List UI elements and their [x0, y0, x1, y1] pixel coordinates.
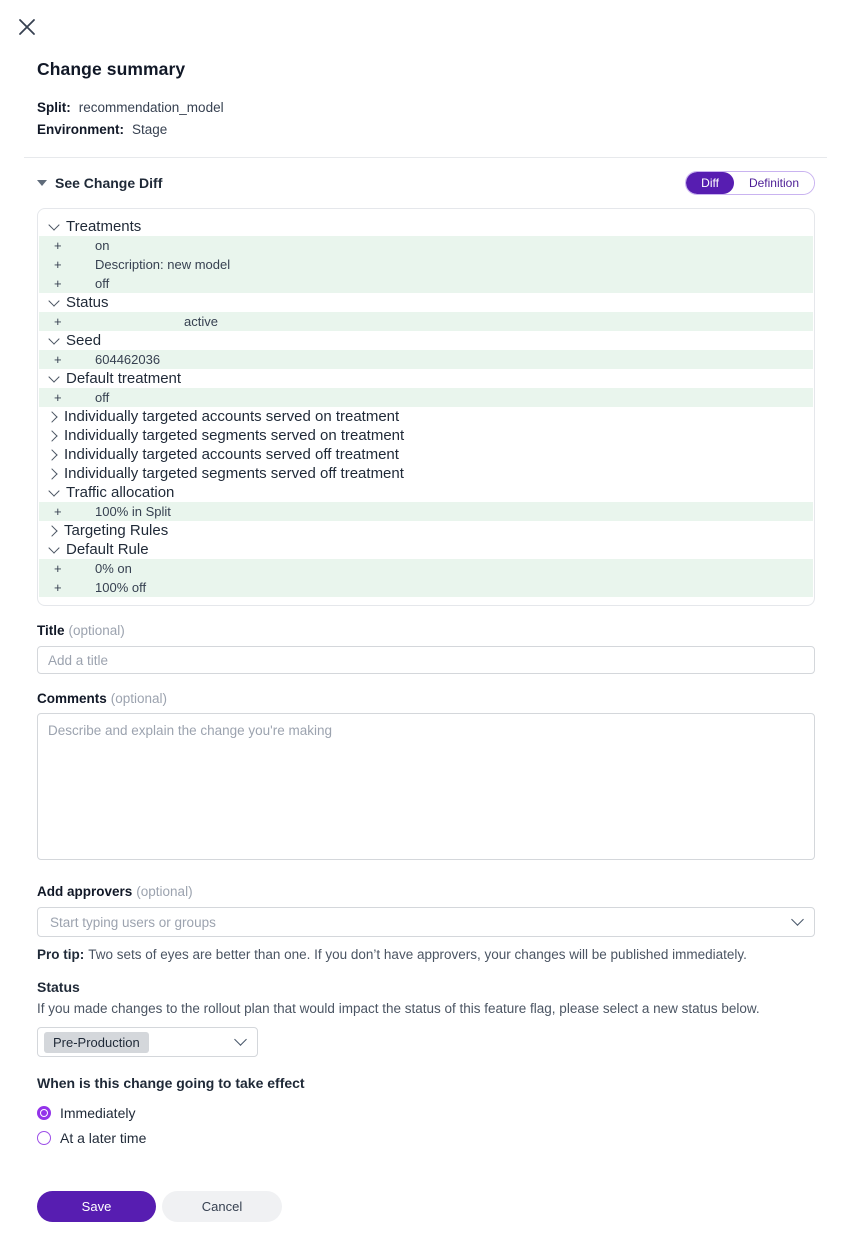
diff-section-treatments[interactable]: [39, 217, 813, 236]
diff-section-individually-targeted-segments-served-off-treatment[interactable]: [39, 464, 813, 483]
diff-section-seed[interactable]: [39, 331, 813, 350]
diff-added-text: 0% on: [95, 561, 132, 576]
diff-added-text: 100% off: [95, 580, 147, 595]
split-value: recommendation_model: [78, 100, 224, 115]
diff-added-text: on: [95, 238, 110, 253]
approvers-select[interactable]: [37, 907, 815, 937]
divider: [24, 157, 827, 158]
radio-selected-icon[interactable]: [37, 1106, 51, 1120]
approvers-field-label: Add approvers (optional): [37, 884, 193, 899]
cancel-button[interactable]: Cancel: [162, 1191, 282, 1222]
chevron-right-icon: [46, 411, 57, 422]
diff-header-row: [37, 170, 815, 195]
pro-tip: [37, 946, 815, 963]
diff-section-label: Treatments: [66, 218, 142, 235]
diff-added-text: Description: new model: [95, 257, 231, 272]
approvers-input[interactable]: [50, 915, 793, 930]
diff-added-row: [39, 312, 813, 331]
chevron-down-icon: [48, 333, 59, 344]
status-description: If you made changes to the rollout plan that would impact the status of this feature flag, please select a new status below.: [37, 1001, 760, 1016]
diff-added-row: [39, 255, 813, 274]
diff-added-text: off: [95, 276, 110, 291]
tab-diff[interactable]: Diff: [686, 172, 734, 194]
diff-section-label: Default Rule: [66, 541, 149, 558]
diff-section-label: Default treatment: [66, 370, 182, 387]
diff-added-text: 100% in Split: [95, 504, 171, 519]
status-selected-chip: Pre-Production: [44, 1032, 149, 1053]
diff-added-text: 604462036: [95, 352, 161, 367]
diff-section-label: Status: [66, 294, 109, 311]
chevron-down-icon: [48, 485, 59, 496]
action-buttons: [37, 1191, 815, 1222]
schedule-options: [37, 1100, 815, 1150]
plus-icon: +: [54, 561, 62, 576]
status-heading: Status: [37, 979, 80, 995]
see-change-diff-label: See Change Diff: [55, 174, 163, 191]
split-row: [37, 97, 815, 119]
chevron-down-icon: [48, 219, 59, 230]
diff-added-text: off: [95, 390, 110, 405]
diff-section-targeting-rules[interactable]: [39, 521, 813, 540]
chevron-right-icon: [46, 430, 57, 441]
diff-section-label: Individually targeted segments served on treatment: [64, 427, 405, 444]
radio-at-a-later-time[interactable]: [37, 1125, 815, 1150]
schedule-heading: When is this change going to take effect: [37, 1075, 305, 1091]
plus-icon: +: [54, 504, 62, 519]
page-title: Change summary: [37, 59, 186, 79]
environment-value: Stage: [132, 122, 168, 137]
comments-field-label: Comments (optional): [37, 691, 168, 706]
diff-section-label: Seed: [66, 332, 102, 349]
diff-section-label: Individually targeted accounts served on treatment: [64, 408, 400, 425]
radio-label: Immediately: [60, 1104, 136, 1121]
title-input[interactable]: [37, 646, 815, 674]
diff-added-row: [39, 274, 813, 293]
split-label: Split:: [37, 100, 71, 115]
title-field-label: Title (optional): [37, 623, 125, 638]
chevron-right-icon: [46, 468, 57, 479]
environment-label: Environment:: [37, 122, 125, 137]
comments-textarea[interactable]: [37, 713, 815, 860]
diff-section-default-treatment[interactable]: [39, 369, 813, 388]
tab-definition[interactable]: Definition: [734, 172, 814, 194]
chevron-down-icon: [234, 1033, 247, 1046]
radio-unselected-icon[interactable]: [37, 1131, 51, 1145]
radio-label: At a later time: [60, 1129, 147, 1146]
environment-row: [37, 119, 815, 141]
plus-icon: +: [54, 390, 62, 405]
diff-section-traffic-allocation[interactable]: [39, 483, 813, 502]
chevron-down-icon: [791, 913, 804, 926]
plus-icon: +: [54, 580, 62, 595]
see-change-diff-collapse[interactable]: [37, 175, 162, 191]
diff-section-label: Traffic allocation: [66, 484, 175, 501]
diff-section-individually-targeted-accounts-served-off-treatment[interactable]: [39, 445, 813, 464]
plus-icon: +: [54, 238, 62, 253]
diff-added-row: [39, 236, 813, 255]
chevron-down-icon: [48, 295, 59, 306]
diff-definition-toggle: [685, 171, 815, 195]
pro-tip-text: Two sets of eyes are better than one. If you don’t have approvers, your changes will be published immediately.: [88, 947, 747, 962]
plus-icon: +: [54, 352, 62, 367]
diff-added-row: [39, 578, 813, 597]
diff-added-row: [39, 350, 813, 369]
chevron-down-icon: [48, 371, 59, 382]
diff-section-individually-targeted-segments-served-on-treatment[interactable]: [39, 426, 813, 445]
plus-icon: +: [54, 257, 62, 272]
plus-icon: +: [54, 276, 62, 291]
chevron-right-icon: [46, 449, 57, 460]
diff-added-row: [39, 502, 813, 521]
plus-icon: +: [54, 314, 62, 329]
close-button[interactable]: [14, 14, 40, 40]
radio-dot: [41, 1110, 47, 1116]
diff-added-row: [39, 388, 813, 407]
diff-section-label: Individually targeted segments served off treatment: [64, 465, 404, 482]
diff-section-individually-targeted-accounts-served-on-treatment[interactable]: [39, 407, 813, 426]
diff-added-text: active: [184, 314, 218, 329]
status-select[interactable]: [37, 1027, 258, 1057]
flag-meta: [37, 97, 815, 141]
diff-section-default-rule[interactable]: [39, 540, 813, 559]
chevron-down-icon: [48, 542, 59, 553]
diff-added-row: [39, 559, 813, 578]
pro-tip-label: Pro tip:: [37, 947, 85, 962]
radio-immediately[interactable]: [37, 1100, 815, 1125]
diff-section-label: Individually targeted accounts served off treatment: [64, 446, 399, 463]
caret-down-icon: [37, 180, 47, 186]
diff-panel: [37, 208, 815, 606]
chevron-right-icon: [46, 525, 57, 536]
diff-section-label: Targeting Rules: [64, 522, 169, 539]
close-icon: [16, 16, 38, 38]
diff-section-status[interactable]: [39, 293, 813, 312]
save-button[interactable]: Save: [37, 1191, 156, 1222]
